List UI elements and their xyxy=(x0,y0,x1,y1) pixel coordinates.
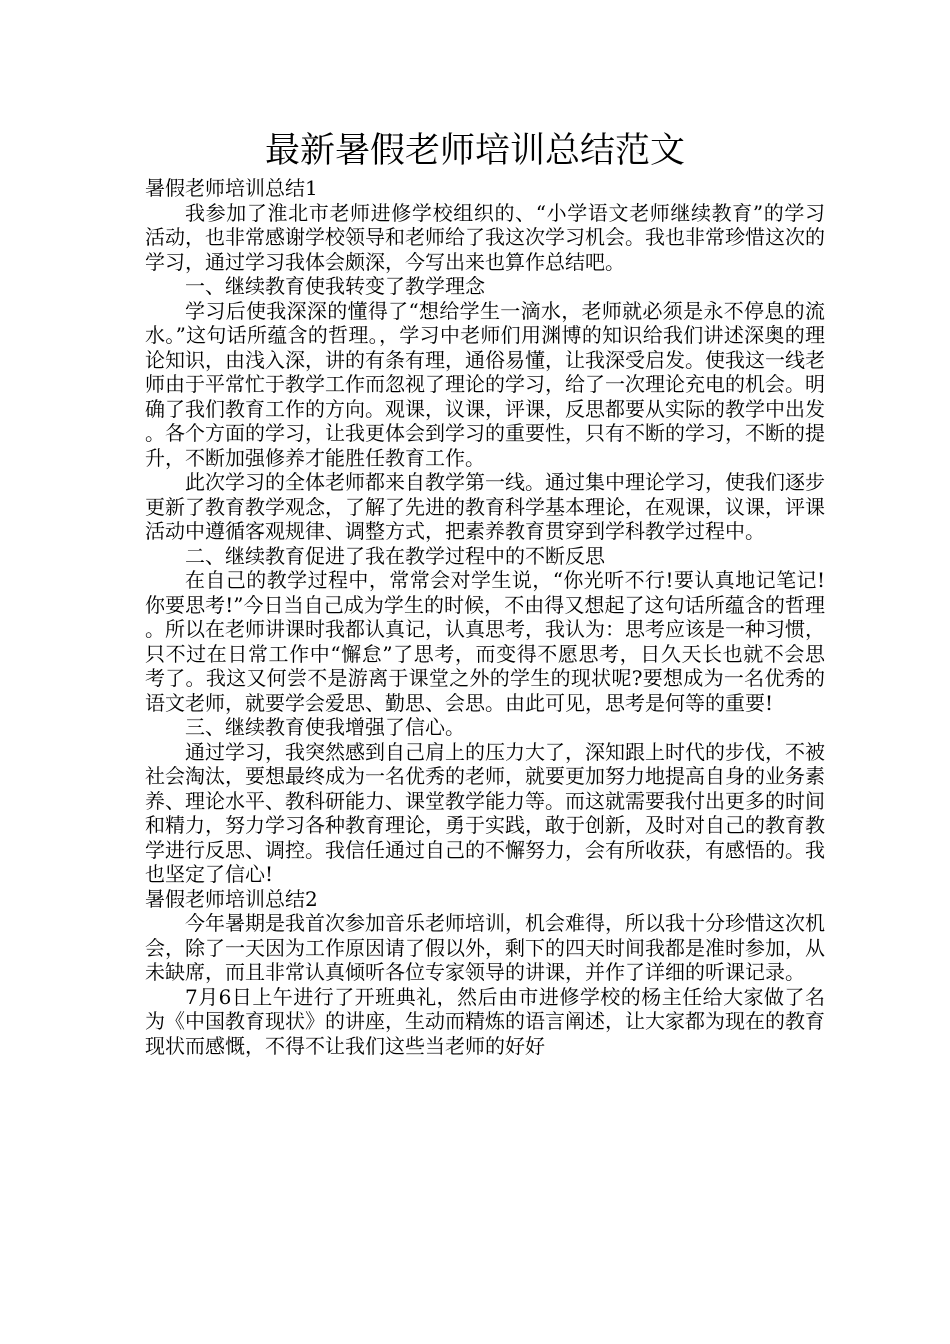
paragraph: 7月6日上午进行了开班典礼，然后由市进修学校的杨主任给大家做了名为《中国教育现状》的讲座，生动而精炼的语言阐述，让大家都为现在的教育现状而感慨，不得不让我们这些当老师的好好 xyxy=(145,984,825,1058)
paragraph: 在自己的教学过程中，常常会对学生说，“你光听不行!要认真地记笔记!你要思考!”今日当自己成为学生的时候，不由得又想起了这句话所蕴含的哲理。所以在老师讲课时我都认真记，认真思考，我认为：思考应该是一种习惯，只不过在日常工作中“懈怠”了思考，而变得不愿思考，日久天长也就不会思考了。我这又何尝不是游离于课堂之外的学生的现状呢?要想成为一名优秀的语文老师，就要学会爱思、勤思、会思。由此可见，思考是何等的重要! xyxy=(145,568,825,715)
section-heading: 三、继续教育使我增强了信心。 xyxy=(185,715,465,739)
paragraph: 此次学习的全体老师都来自教学第一线。通过集中理论学习，使我们逐步更新了教育教学观念，了解了先进的教育科学基本理论，在观课，议课，评课活动中遵循客观规律、调整方式，把素养教育贯穿到学科教学过程中。 xyxy=(145,470,825,543)
document-body xyxy=(145,176,825,1058)
section-subtitle: 暑假老师培训总结2 xyxy=(145,886,318,911)
document-title: 最新暑假老师培训总结范文 xyxy=(264,131,685,171)
paragraph: 通过学习，我突然感到自己肩上的压力大了，深知跟上时代的步伐，不被社会淘汰，要想最终成为一名优秀的老师，就要更加努力地提高自身的业务素养、理论水平、教科研能力、课堂教学能力等。而这就需要我付出更多的时间和精力，努力学习各种教育理论，勇于实践，敢于创新，及时对自己的教育教学进行反思、调控。我信任通过自己的不懈努力，会有所收获，有感悟的。我也坚定了信心! xyxy=(145,739,825,886)
paragraph: 今年暑期是我首次参加音乐老师培训，机会难得，所以我十分珍惜这次机会，除了一天因为工作原因请了假以外，剩下的四天时间我都是准时参加，从未缺席，而且非常认真倾听各位专家领导的讲课，并作了详细的听课记录。 xyxy=(145,911,825,984)
section-subtitle: 暑假老师培训总结1 xyxy=(145,176,318,200)
section-heading: 二、继续教育促进了我在教学过程中的不断反思 xyxy=(185,543,605,568)
section-heading: 一、继续教育使我转变了教学理念 xyxy=(185,274,485,298)
paragraph: 我参加了淮北市老师进修学校组织的、“小学语文老师继续教育”的学习活动，也非常感谢学校领导和老师给了我这次学习机会。我也非常珍惜这次的学习，通过学习我体会颇深，今写出来也算作总结吧。 xyxy=(145,200,825,274)
paragraph: 学习后使我深深的懂得了“想给学生一滴水，老师就必须是永不停息的流水。”这句话所蕴含的哲理。，学习中老师们用渊博的知识给我们讲述深奥的理论知识，由浅入深，讲的有条有理，通俗易懂，让我深受启发。使我这一线老师由于平常忙于教学工作而忽视了理论的学习，给了一次理论充电的机会。明确了我们教育工作的方向。观课，议课，评课，反思都要从实际的教学中出发。各个方面的学习，让我更体会到学习的重要性，只有不断的学习，不断的提升，不断加强修养才能胜任教育工作。 xyxy=(145,298,825,470)
